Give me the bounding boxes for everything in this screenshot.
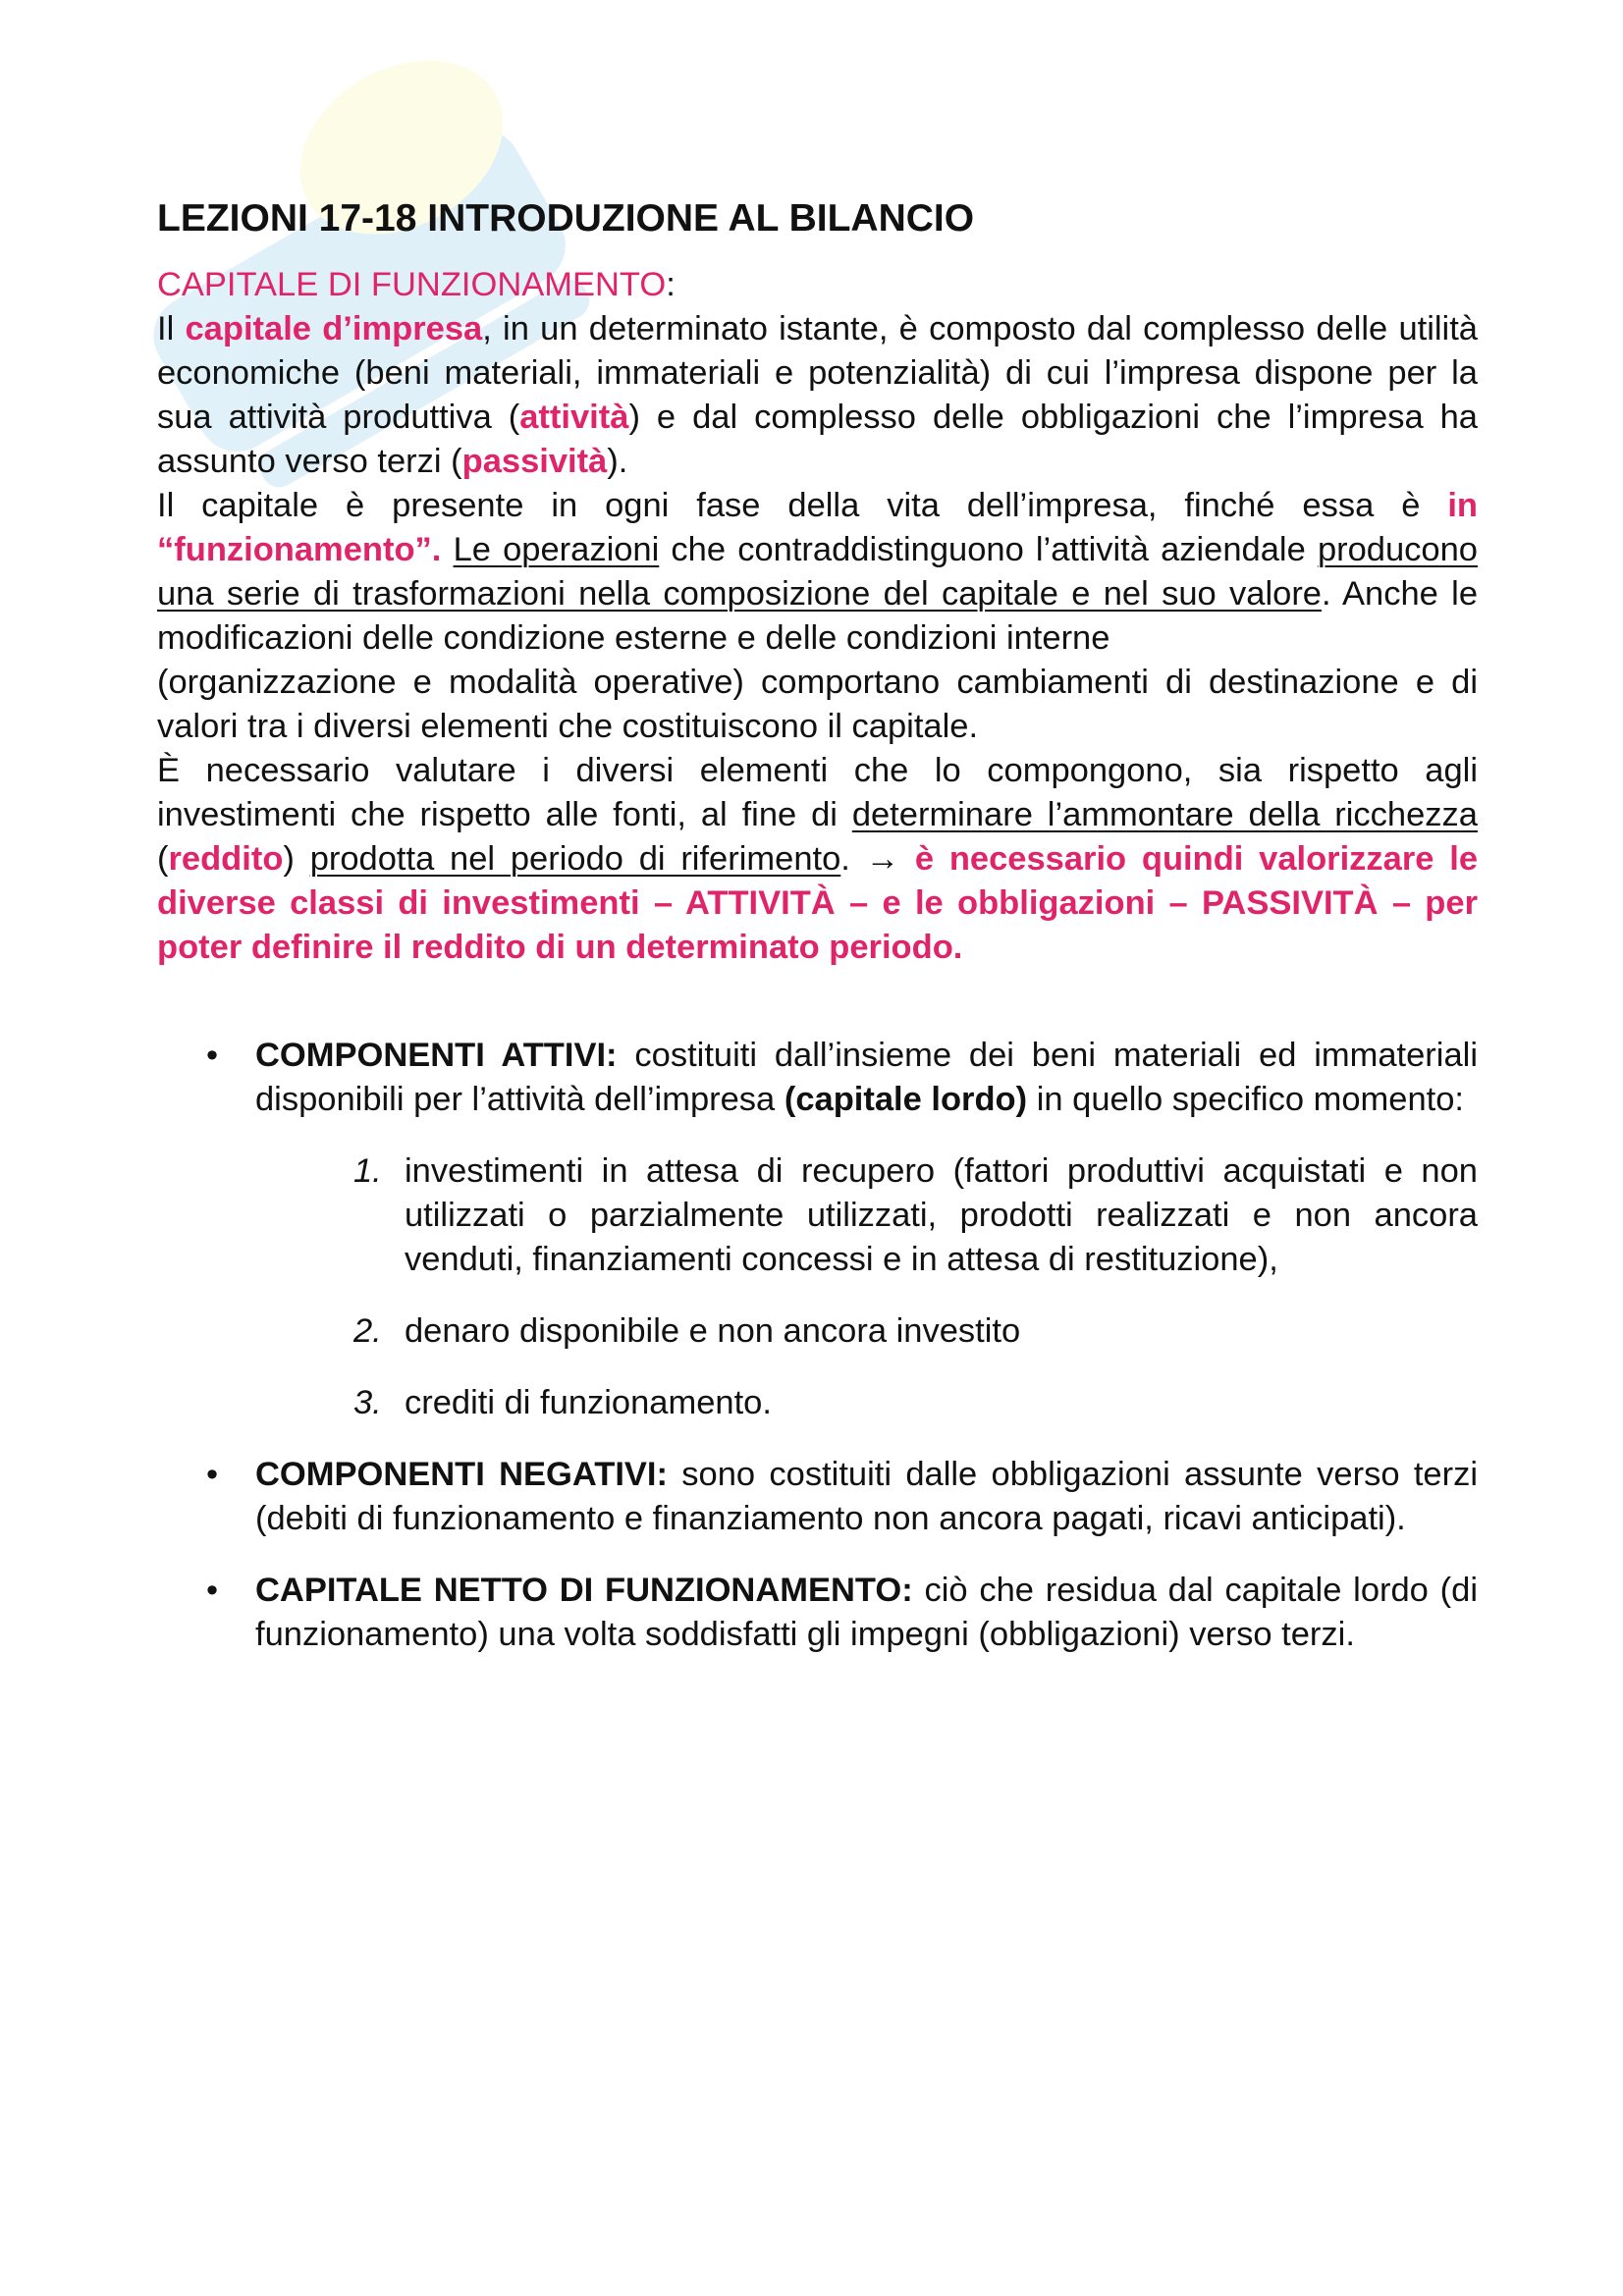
- term-capitale-impresa: capitale d’impresa: [185, 310, 483, 347]
- paragraph-organizzazione: (organizzazione e modalità operative) comportano cambiamenti di destinazione e di valori tra i diversi elementi che costituiscono il capitale.: [157, 664, 1478, 745]
- highlight-conclusion: è necessario quindi valorizzare le diverse classi di investimenti – ATTIVITÀ – e le obbligazioni – PASSIVITÀ – per poter definire il reddito di un determinato periodo.: [157, 840, 1479, 966]
- section-title: CAPITALE DI FUNZIONAMENTO: [157, 266, 667, 303]
- paragraph-capitale-impresa: Il capitale d’impresa, in un determinato istante, è composto dal complesso delle utilità economiche (beni materiali, immateriali e potenzialità) di cui l’impresa dispone per la sua attività produttiva (attività) e dal complesso delle obbligazioni che l’impresa ha assunto verso terzi (passività).: [157, 310, 1478, 480]
- list-item-capitale-netto: • CAPITALE NETTO DI FUNZIONAMENTO: ciò che residua dal capitale lordo (di funzionamento) una volta soddisfatti gli impegni (obbligazioni) verso terzi.: [157, 1569, 1478, 1657]
- page-title: LEZIONI 17-18 INTRODUZIONE AL BILANCIO: [157, 197, 975, 240]
- arrow-right-icon: →: [865, 840, 900, 878]
- section-heading: CAPITALE DI FUNZIONAMENTO:: [157, 266, 676, 303]
- sub-list: [255, 1149, 1478, 1425]
- document-page: [157, 196, 1478, 1684]
- term-passivita: passività: [461, 443, 608, 480]
- sub-list-item: 2. denaro disponibile e non ancora investito: [353, 1312, 1021, 1350]
- paragraph-funzionamento: Il capitale è presente in ogni fase della vita dell’impresa, finché essa è in “funzionamento”. Le operazioni che contraddistinguono l’attività aziendale producono una serie di trasformazioni nella composizione del capitale e nel suo valore. Anche le modificazioni delle condizione esterne e delle condizioni interne: [157, 487, 1479, 657]
- paragraph-valutazione: È necessario valutare i diversi elementi che lo compongono, sia rispetto agli investimenti che rispetto alle fonti, al fine di determinare l’ammontare della ricchezza (reddito) prodotta nel periodo di riferimento. → è necessario quindi valorizzare le diverse classi di investimenti – ATTIVITÀ – e le obbligazioni – PASSIVITÀ – per poter definire il reddito di un determinato periodo.: [157, 752, 1479, 966]
- term-reddito: reddito: [168, 840, 284, 878]
- list-item-componenti-attivi: • COMPONENTI ATTIVI: costituiti dall’insieme dei beni materiali ed immateriali disponibili per l’attività dell’impresa (capitale lordo) in quello specifico momento: 1. investimenti in attesa di recupero (fattori produttivi acquistati e non utilizzati o parzialmente utilizzati, prodotti realizzati e non ancora venduti, finanziamenti concessi e in attesa di restituzione), 2. denaro disponibile e non ancora investito 3. crediti di funzionamento.: [157, 1034, 1478, 1425]
- term-attivita: attività: [519, 399, 629, 436]
- term-funzionamento: in “funzionamento”.: [157, 487, 1478, 568]
- list-item-componenti-negativi: • COMPONENTI NEGATIVI: sono costituiti dalle obbligazioni assunte verso terzi (debiti di funzionamento e finanziamento non ancora pagati, ricavi anticipati).: [157, 1453, 1478, 1541]
- sub-list-item: 1. investimenti in attesa di recupero (fattori produttivi acquistati e non utilizzati o parzialmente utilizzati, prodotti realizzati e non ancora venduti, finanziamenti concessi e in attesa di restituzione),: [353, 1152, 1478, 1278]
- sub-list-item: 3. crediti di funzionamento.: [353, 1384, 772, 1421]
- components-list: [157, 1034, 1478, 1657]
